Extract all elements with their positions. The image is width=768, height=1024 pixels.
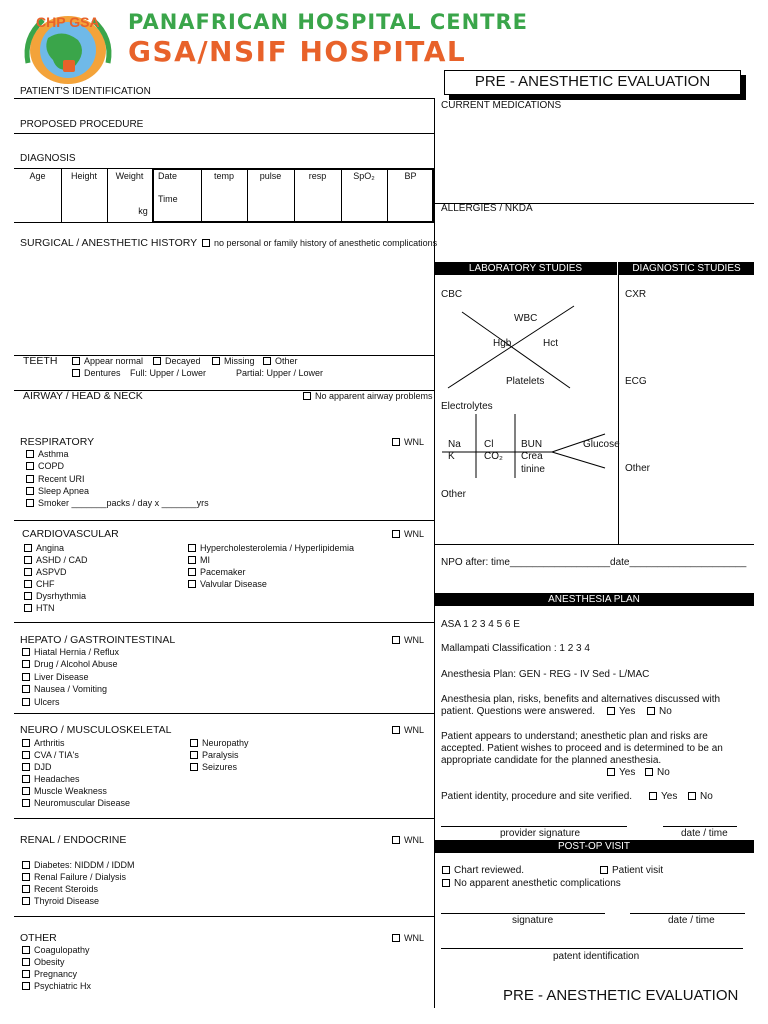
vitals-time: Time — [158, 194, 178, 204]
no-complications[interactable]: No apparent anesthetic complications — [442, 878, 621, 890]
checkbox[interactable] — [22, 751, 30, 759]
platelets-label: Platelets — [506, 376, 545, 387]
hospital-name-line2: GSA/NSIF HOSPITAL — [128, 35, 467, 68]
vitals-age: Age — [29, 171, 46, 181]
checkbox[interactable] — [72, 369, 80, 377]
checkbox[interactable] — [212, 357, 220, 365]
checkbox[interactable] — [190, 739, 198, 747]
hospital-name-line1: PANAFRICAN HOSPITAL CENTRE — [128, 10, 528, 34]
checkbox[interactable] — [22, 873, 30, 881]
hepato-wnl[interactable]: WNL — [392, 634, 424, 646]
checkbox[interactable] — [22, 673, 30, 681]
list-item[interactable]: ASHD / CAD — [24, 554, 88, 566]
renal-wnl[interactable]: WNL — [392, 834, 424, 846]
verified-text: Patient identity, procedure and site verified. — [441, 791, 633, 802]
list-item[interactable]: Paralysis — [190, 749, 239, 761]
patent-identification-label: patent identification — [553, 951, 640, 962]
proposed-procedure-label: PROPOSED PROCEDURE — [20, 119, 144, 130]
list-item[interactable]: ASPVD — [24, 566, 67, 578]
list-item[interactable]: Neuromuscular Disease — [22, 797, 130, 809]
npo-field[interactable]: NPO after: time__________________date_____________________ — [441, 557, 747, 568]
checkbox[interactable] — [392, 726, 400, 734]
cbc-label: CBC — [441, 289, 463, 300]
lab-other-label: Other — [441, 489, 467, 500]
checkbox[interactable] — [188, 556, 196, 564]
list-item[interactable]: Hypercholesterolemia / Hyperlipidemia — [188, 542, 354, 554]
list-item[interactable]: Hiatal Hernia / Reflux — [22, 646, 119, 658]
list-item[interactable]: CVA / TIA's — [22, 749, 79, 761]
checkbox[interactable] — [188, 568, 196, 576]
teeth-full: Full: Upper / Lower — [130, 368, 207, 378]
checkbox[interactable] — [26, 450, 34, 458]
understand-text-2: accepted. Patient wishes to proceed and is determined to be an — [441, 743, 723, 754]
form-title-box — [444, 70, 741, 95]
list-item[interactable]: Recent Steroids — [22, 883, 98, 895]
list-item[interactable]: MI — [188, 554, 210, 566]
checkbox[interactable] — [649, 792, 657, 800]
checkbox[interactable] — [442, 879, 450, 887]
list-item[interactable]: Arthritis — [22, 737, 65, 749]
checkbox[interactable] — [22, 897, 30, 905]
teeth-decayed[interactable]: Decayed — [153, 355, 201, 367]
list-item[interactable]: Obesity — [22, 956, 65, 968]
list-item[interactable]: CHF — [24, 578, 55, 590]
other-title: OTHER — [20, 932, 57, 944]
checkbox[interactable] — [22, 970, 30, 978]
k-label: K — [448, 451, 455, 462]
list-item[interactable]: Asthma — [26, 448, 69, 460]
checkbox[interactable] — [22, 648, 30, 656]
airway-title: AIRWAY / HEAD & NECK — [23, 390, 143, 402]
crea-label: Crea — [521, 451, 543, 462]
checkbox[interactable] — [22, 885, 30, 893]
checkbox[interactable] — [26, 462, 34, 470]
checkbox[interactable] — [24, 568, 32, 576]
discussed-text-2: patient. Questions were answered. — [441, 706, 595, 717]
checkbox[interactable] — [22, 946, 30, 954]
checkbox[interactable] — [600, 866, 608, 874]
checkbox[interactable] — [22, 799, 30, 807]
checkbox[interactable] — [22, 698, 30, 706]
list-item[interactable]: Smoker _______packs / day x _______yrs — [26, 497, 209, 509]
respiratory-title: RESPIRATORY — [20, 436, 95, 448]
vitals-bp: BP — [404, 171, 417, 181]
tinine-label: tinine — [521, 464, 545, 475]
checkbox[interactable] — [188, 580, 196, 588]
checkbox[interactable] — [392, 636, 400, 644]
list-item[interactable]: Muscle Weakness — [22, 785, 107, 797]
patient-visit[interactable]: Patient visit — [600, 865, 663, 877]
teeth-dentures[interactable]: Dentures — [72, 367, 121, 379]
checkbox[interactable] — [22, 775, 30, 783]
checkbox[interactable] — [688, 792, 696, 800]
hospital-logo — [18, 8, 118, 88]
checkbox[interactable] — [24, 604, 32, 612]
postop-visit-bar: POST-OP VISIT — [434, 840, 754, 853]
checkbox[interactable] — [24, 544, 32, 552]
list-item[interactable]: Nausea / Vomiting — [22, 683, 107, 695]
discussed-yes[interactable]: Yes — [607, 706, 635, 718]
diagnosis-label: DIAGNOSIS — [20, 153, 76, 164]
cardio-title: CARDIOVASCULAR — [22, 528, 119, 540]
patient-id-label: PATIENT'S IDENTIFICATION — [20, 86, 151, 97]
checkbox[interactable] — [188, 544, 196, 552]
vitals-kg: kg — [138, 206, 148, 216]
lab-studies-bar: LABORATORY STUDIES — [434, 262, 617, 275]
understand-no[interactable]: No — [645, 767, 670, 779]
anesthesia-plan-options[interactable]: Anesthesia Plan: GEN - REG - IV Sed - L/MAC — [441, 669, 650, 680]
list-item[interactable]: Headaches — [22, 773, 80, 785]
checkbox[interactable] — [22, 787, 30, 795]
discussed-no[interactable]: No — [647, 706, 672, 718]
checkbox[interactable] — [190, 751, 198, 759]
checkbox[interactable] — [392, 934, 400, 942]
vitals-spo2: SpO₂ — [353, 171, 375, 181]
teeth-missing[interactable]: Missing — [212, 355, 255, 367]
na-label: Na — [448, 439, 461, 450]
list-item[interactable]: Angina — [24, 542, 64, 554]
checkbox[interactable] — [607, 768, 615, 776]
hct-label: Hct — [543, 338, 558, 349]
list-item[interactable]: Drug / Alcohol Abuse — [22, 658, 118, 670]
mallampati-classification[interactable]: Mallampati Classification : 1 2 3 4 — [441, 643, 590, 654]
teeth-partial: Partial: Upper / Lower — [236, 368, 324, 378]
asa-classification[interactable]: ASA 1 2 3 4 5 6 E — [441, 619, 520, 630]
date-time-label: date / time — [681, 828, 728, 839]
checkbox[interactable] — [22, 660, 30, 668]
checkbox[interactable] — [190, 763, 198, 771]
checkbox[interactable] — [72, 357, 80, 365]
footer-title: PRE - ANESTHETIC EVALUATION — [503, 987, 739, 1004]
checkbox[interactable] — [26, 499, 34, 507]
list-item[interactable]: Dysrhythmia — [24, 590, 86, 602]
checkbox[interactable] — [202, 239, 210, 247]
list-item[interactable]: Seizures — [190, 761, 237, 773]
checkbox[interactable] — [392, 836, 400, 844]
column-divider — [434, 98, 435, 1008]
list-item[interactable]: Liver Disease — [22, 671, 89, 683]
checkbox[interactable] — [24, 580, 32, 588]
list-item[interactable]: Pregnancy — [22, 968, 77, 980]
verified-yes[interactable]: Yes — [649, 791, 677, 803]
understand-text-1: Patient appears to understand; anesthetic plan and risks are — [441, 731, 708, 742]
cxr-label: CXR — [625, 289, 647, 300]
checkbox[interactable] — [392, 530, 400, 538]
checkbox[interactable] — [392, 438, 400, 446]
checkbox[interactable] — [22, 763, 30, 771]
list-item[interactable]: Recent URI — [26, 473, 85, 485]
electrolytes-label: Electrolytes — [441, 401, 493, 412]
checkbox[interactable] — [645, 768, 653, 776]
checkbox[interactable] — [24, 592, 32, 600]
checkbox[interactable] — [26, 475, 34, 483]
checkbox[interactable] — [22, 982, 30, 990]
co2-label: CO₂ — [484, 451, 503, 462]
diag-other-label: Other — [625, 463, 651, 474]
chart-reviewed[interactable]: Chart reviewed. — [442, 865, 524, 877]
checkbox[interactable] — [26, 487, 34, 495]
vitals-weight: Weight — [115, 171, 144, 181]
list-item[interactable]: Ulcers — [22, 696, 60, 708]
checkbox[interactable] — [647, 707, 655, 715]
glucose-label: Glucose — [583, 439, 620, 450]
checkbox[interactable] — [24, 556, 32, 564]
teeth-title: TEETH — [23, 355, 58, 367]
checkbox[interactable] — [153, 357, 161, 365]
checkbox[interactable] — [22, 739, 30, 747]
logo-text: CHP GSA — [36, 14, 100, 30]
airway-option[interactable]: No apparent airway problems — [303, 390, 433, 402]
wbc-label: WBC — [514, 313, 538, 324]
bun-label: BUN — [521, 439, 543, 450]
date-time-label-2: date / time — [668, 915, 715, 926]
checkbox[interactable] — [22, 958, 30, 966]
current-medications-label: CURRENT MEDICATIONS — [441, 100, 562, 111]
hepato-title: HEPATO / GASTROINTESTINAL — [20, 634, 176, 646]
list-item[interactable]: COPD — [26, 460, 64, 472]
neuro-title: NEURO / MUSCULOSKELETAL — [20, 724, 172, 736]
list-item[interactable]: Valvular Disease — [188, 578, 267, 590]
teeth-other[interactable]: Other — [263, 355, 298, 367]
list-item[interactable]: Renal Failure / Dialysis — [22, 871, 126, 883]
list-item[interactable]: Psychiatric Hx — [22, 980, 91, 992]
allergies-label: ALLERGIES / NKDA — [441, 203, 533, 214]
vitals-pulse: pulse — [259, 171, 282, 181]
vitals-resp: resp — [308, 171, 327, 181]
anesthesia-plan-bar: ANESTHESIA PLAN — [434, 593, 754, 606]
provider-signature-label: provider signature — [500, 828, 581, 839]
checkbox[interactable] — [607, 707, 615, 715]
cardio-wnl[interactable]: WNL — [392, 528, 424, 540]
hgb-label: Hgb — [493, 338, 512, 349]
cl-label: Cl — [484, 439, 494, 450]
signature-label: signature — [512, 915, 554, 926]
list-item[interactable]: DJD — [22, 761, 52, 773]
list-item[interactable]: Pacemaker — [188, 566, 246, 578]
list-item[interactable]: Neuropathy — [190, 737, 249, 749]
list-item[interactable]: Diabetes: NIDDM / IDDM — [22, 859, 135, 871]
vitals-height: Height — [70, 171, 97, 181]
understand-text-3: appropriate candidate for the planned anesthesia. — [441, 755, 662, 766]
list-item[interactable]: HTN — [24, 602, 55, 614]
checkbox[interactable] — [263, 357, 271, 365]
checkbox[interactable] — [442, 866, 450, 874]
history-title: SURGICAL / ANESTHETIC HISTORY — [20, 237, 198, 249]
checkbox[interactable] — [303, 392, 311, 400]
respiratory-wnl[interactable]: WNL — [392, 436, 424, 448]
list-item[interactable]: Thyroid Disease — [22, 895, 99, 907]
list-item[interactable]: Coagulopathy — [22, 944, 90, 956]
diagnostic-studies-bar: DIAGNOSTIC STUDIES — [619, 262, 754, 275]
form-title: PRE - ANESTHETIC EVALUATION — [474, 73, 711, 90]
vitals-temp: temp — [213, 171, 234, 181]
ecg-label: ECG — [625, 376, 647, 387]
checkbox[interactable] — [22, 861, 30, 869]
understand-yes[interactable]: Yes — [607, 767, 635, 779]
renal-title: RENAL / ENDOCRINE — [20, 834, 127, 846]
checkbox[interactable] — [22, 685, 30, 693]
list-item[interactable]: Sleep Apnea — [26, 485, 89, 497]
vitals-date: Date — [158, 171, 178, 181]
neuro-wnl[interactable]: WNL — [392, 724, 424, 736]
teeth-appear-normal[interactable]: Appear normal — [72, 355, 143, 367]
other-wnl[interactable]: WNL — [392, 932, 424, 944]
history-option[interactable]: no personal or family history of anesthetic complications — [202, 237, 437, 249]
discussed-text-1: Anesthesia plan, risks, benefits and alternatives discussed with — [441, 694, 721, 705]
verified-no[interactable]: No — [688, 791, 713, 803]
